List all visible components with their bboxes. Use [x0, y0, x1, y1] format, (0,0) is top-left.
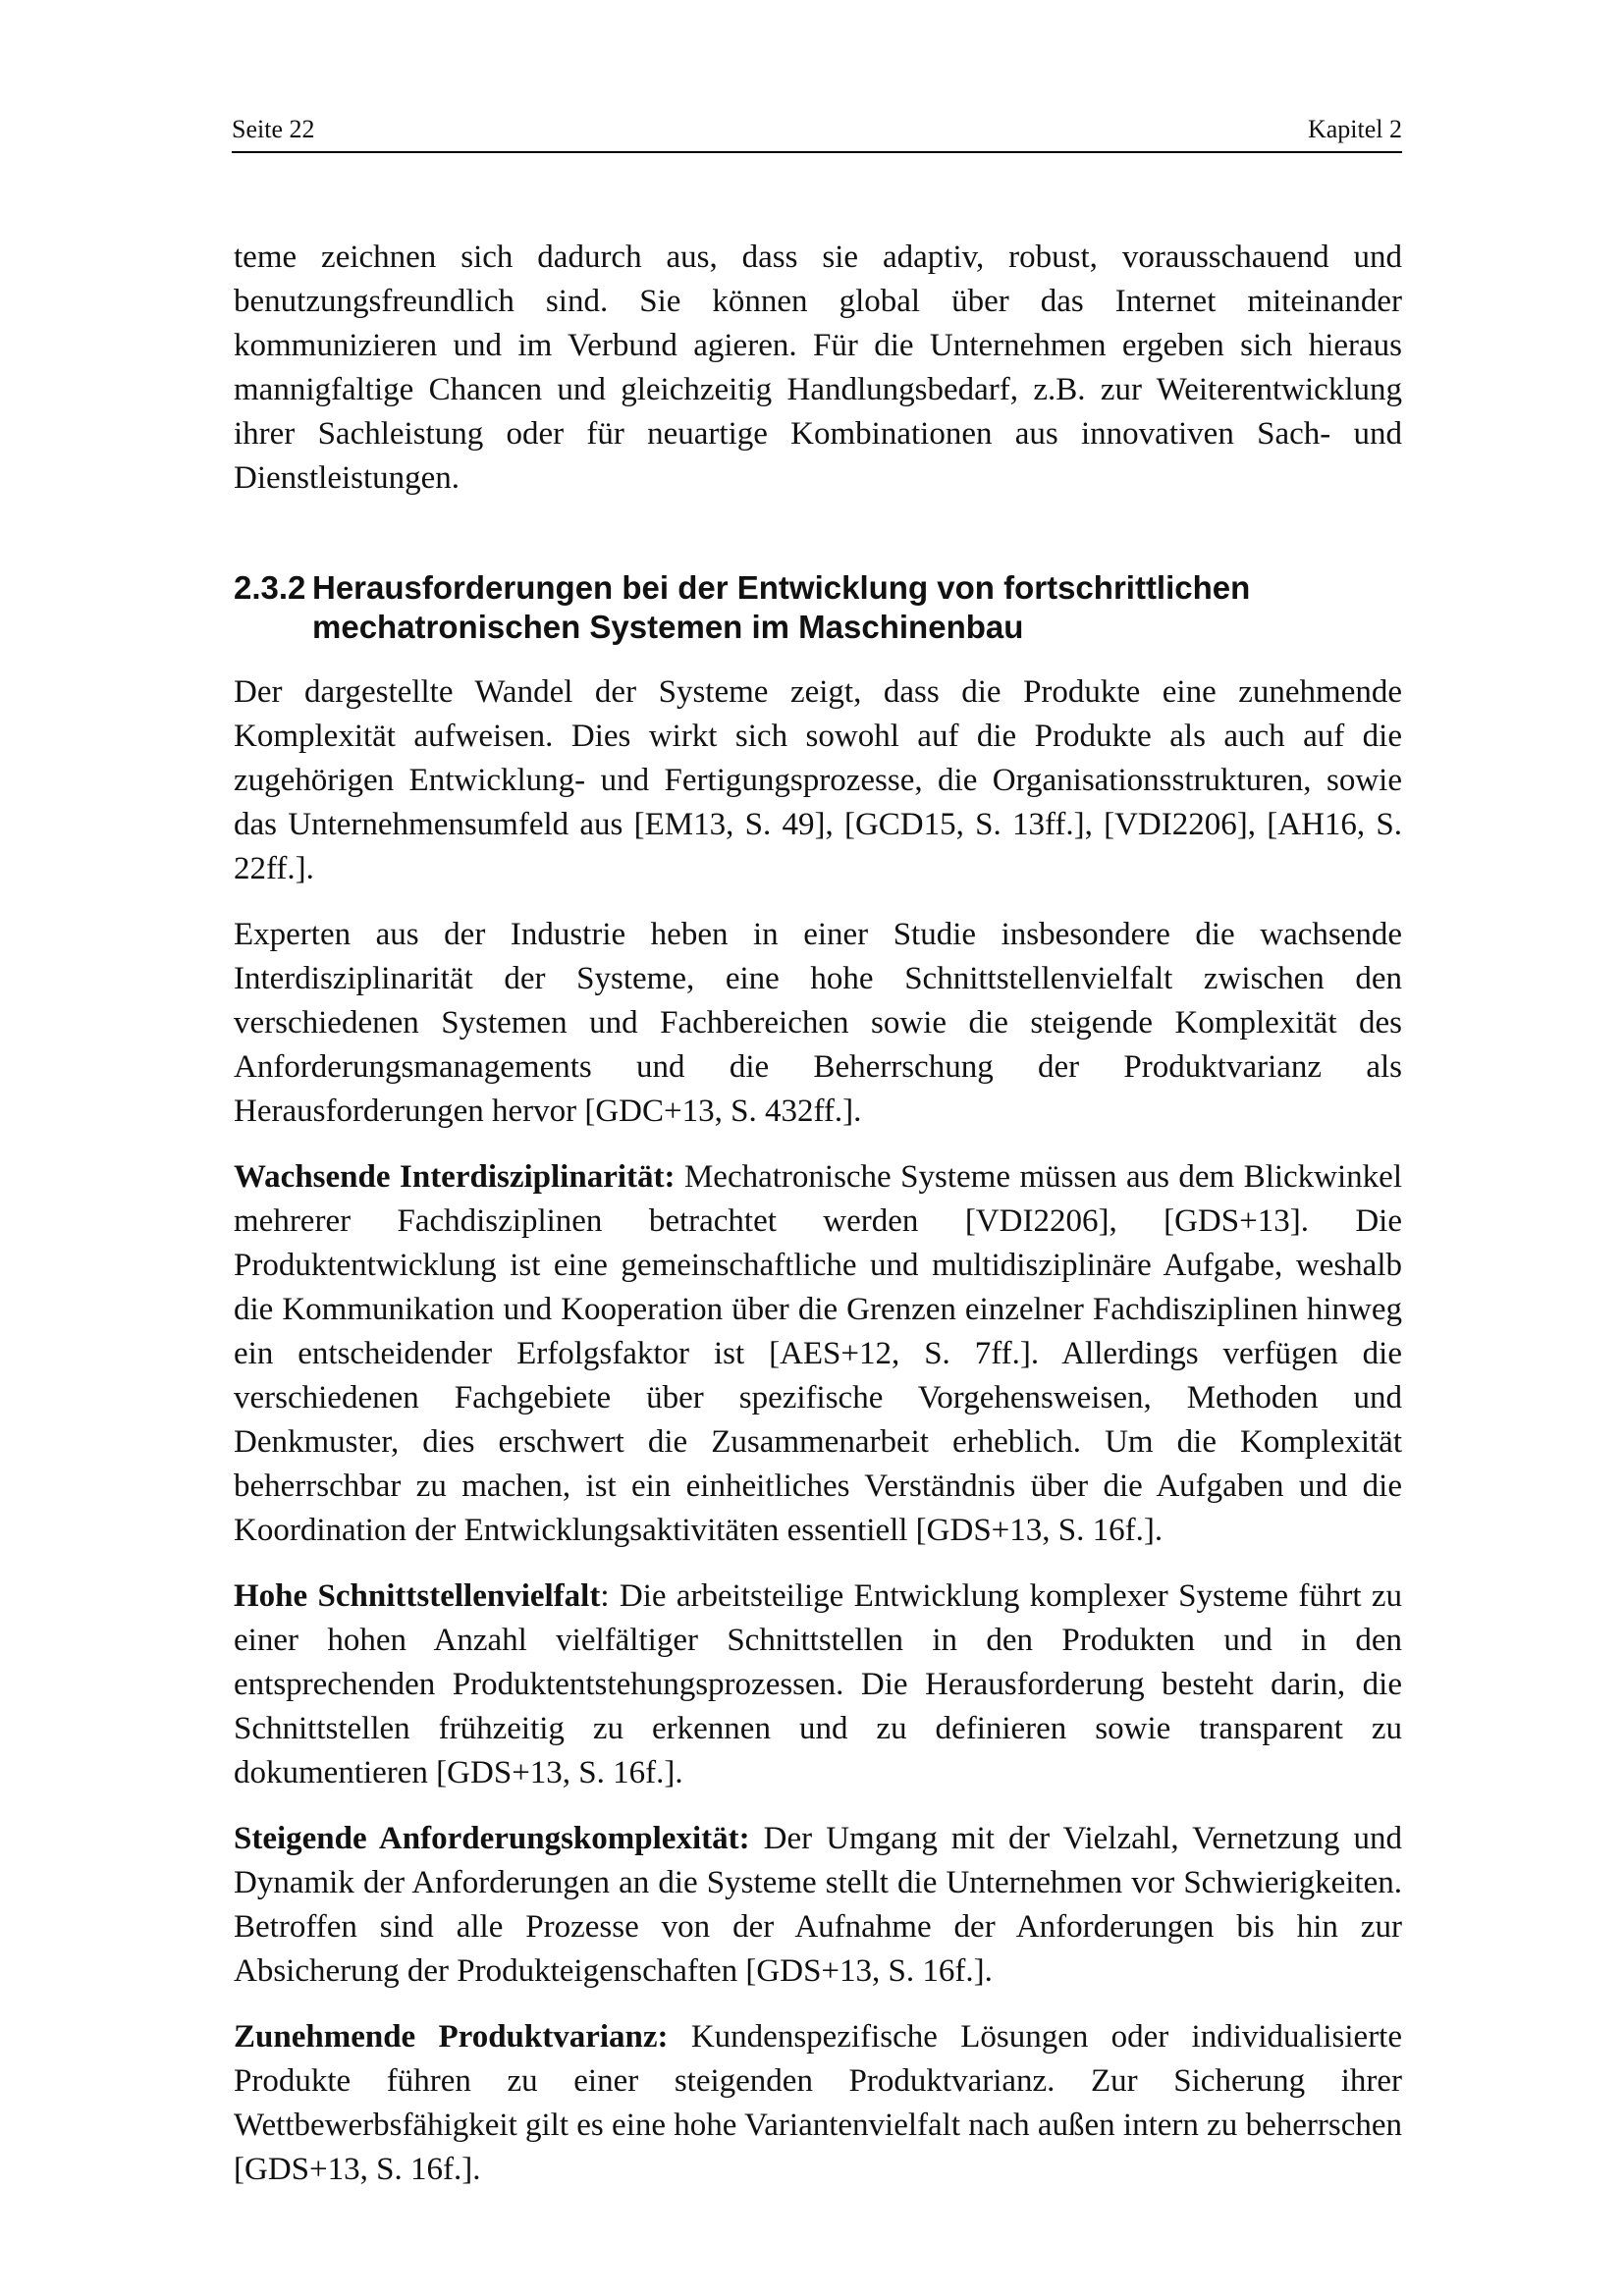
section-heading	[234, 568, 1402, 647]
challenge-term: Hohe Schnittstellenvielfalt	[234, 1578, 601, 1614]
section-title: Herausforderungen bei der Entwicklung von fortschrittlichen mechatronischen Systemen im Maschinenbau	[312, 569, 1251, 645]
challenge-product-variance	[234, 2015, 1402, 2192]
challenge-term: Wachsende Interdisziplinarität:	[234, 1159, 676, 1195]
intro-paragraph: teme zeichnen sich dadurch aus, dass sie adaptiv, robust, vorausschauend und benutzungsfreundlich sind. Sie können global über das Internet miteinander kommunizieren und im Verbund agieren. Für die Unternehmen ergeben sich hieraus mannigfaltige Chancen und gleichzeitig Handlungsbedarf, z.B. zur Weiterentwicklung ihrer Sachleistung oder für neuartige Kombinationen aus innovativen Sach- und Dienstleistungen.	[234, 240, 1402, 496]
challenge-term: Steigende Anforderungskomplexität:	[234, 1821, 750, 1856]
challenge-requirements	[234, 1817, 1402, 1994]
body-text	[234, 236, 1402, 2192]
challenge-interdisciplinarity	[234, 1155, 1402, 1553]
paragraph-industry-study: Experten aus der Industrie heben in einer Studie insbesondere die wachsende Interdisziplinarität der Systeme, eine hohe Schnittstellenvielfalt zwischen den verschiedenen Systemen und Fachbereichen sowie die steigende Komplexität des Anforderungsmanagements und die Beherrschung der Produktvarianz als Herausforderungen hervor [GDC+13, S. 432ff.].	[234, 917, 1402, 1129]
running-header	[232, 110, 1402, 153]
challenge-term: Zunehmende Produktvarianz:	[234, 2019, 669, 2055]
challenge-description: Mechatronische Systeme müssen aus dem Blickwinkel mehrerer Fachdisziplinen betrachtet werden [VDI2206], [GDS+13]. Die Produktentwicklung ist eine gemeinschaftliche und multidisziplinäre Aufgabe, weshalb die Kommunikation und Kooperation über die Grenzen einzelner Fachdisziplinen hinweg ein entscheidender Erfolgsfaktor ist [AES+12, S. 7ff.]. Allerdings verfügen die verschiedenen Fachgebiete über spezifische Vorgehensweisen, Methoden und Denkmuster, dies erschwert die Zusammenarbeit erheblich. Um die Komplexität beherrschbar zu machen, ist ein einheitliches Verständnis über die Aufgaben und die Koordination der Entwicklungsaktivitäten essentiell [GDS+13, S. 16f.].	[234, 1159, 1402, 1548]
page-number-label: Seite 22	[232, 115, 315, 143]
chapter-label: Kapitel 2	[1307, 115, 1402, 143]
paragraph-complexity: Der dargestellte Wandel der Systeme zeigt, dass die Produkte eine zunehmende Komplexität aufweisen. Dies wirkt sich sowohl auf die Produkte als auch auf die zugehörigen Entwicklung- und Fertigungsprozesse, die Organisationsstrukturen, sowie das Unternehmensumfeld aus [EM13, S. 49], [GCD15, S. 13ff.], [VDI2206], [AH16, S. 22ff.].	[234, 674, 1402, 886]
challenge-description: : Die arbeitsteilige Entwicklung komplexer Systeme führt zu einer hohen Anzahl vielfältiger Schnittstellen in den Produkten und in den entsprechenden Produktentstehungsprozessen. Die Herausforderung besteht darin, die Schnittstellen frühzeitig zu erkennen und zu definieren sowie transparent zu dokumentieren [GDS+13, S. 16f.].	[234, 1578, 1403, 1790]
challenge-interfaces	[234, 1575, 1402, 1795]
section-number: 2.3.2	[234, 569, 306, 606]
challenge-description: Kundenspezifische Lösungen oder individualisierte Produkte führen zu einer steigenden Produktvarianz. Zur Sicherung ihrer Wettbewerbsfähigkeit gilt es eine hohe Variantenvielfalt nach außen intern zu beherrschen [GDS+13, S. 16f.].	[234, 2019, 1402, 2187]
challenge-description: Der Umgang mit der Vielzahl, Vernetzung und Dynamik der Anforderungen an die Systeme stellt die Unternehmen vor Schwierigkeiten. Betroffen sind alle Prozesse von der Aufnahme der Anforderungen bis hin zur Absicherung der Produkteigenschaften [GDS+13, S. 16f.].	[234, 1821, 1402, 1989]
